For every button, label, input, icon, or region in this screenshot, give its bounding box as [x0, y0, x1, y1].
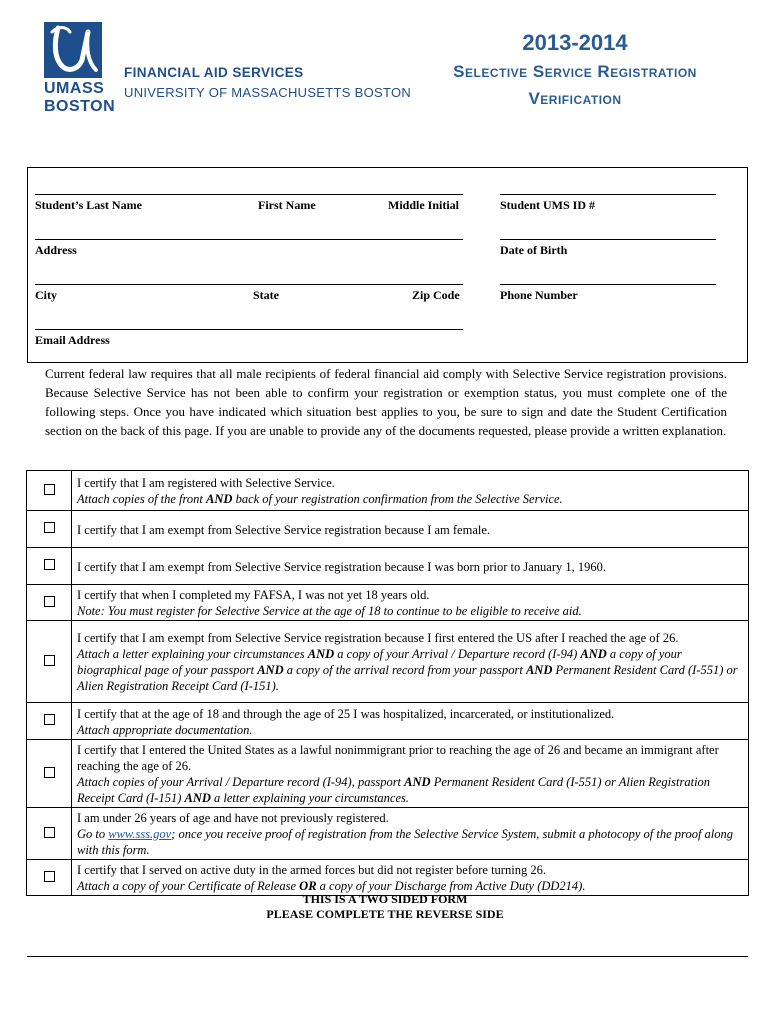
cert-checkbox-9[interactable] [44, 871, 55, 882]
dob-label: Date of Birth [500, 243, 568, 257]
cert-option-born-before-1960 [27, 548, 749, 585]
cert-checkbox-7[interactable] [44, 767, 55, 778]
cert-text: I am under 26 years of age and have not previously registered. [77, 811, 389, 825]
cert-note: Go to www.sss.gov; once you receive proof of registration from the Selective Service System, submit a photocopy of the proof along with this form. [77, 827, 734, 857]
cert-checkbox-6[interactable] [44, 714, 55, 725]
form-year: 2013-2014 [522, 30, 628, 55]
org-title: FINANCIAL AID SERVICES [124, 65, 304, 80]
student-info-box [27, 167, 748, 363]
cert-text: I certify that I am registered with Selective Service. [77, 476, 335, 490]
cert-note: Attach copies of the front AND back of your registration confirmation from the Selective Service. [77, 492, 563, 506]
city-label: City [35, 288, 57, 302]
cert-checkbox-3[interactable] [44, 559, 55, 570]
cert-option-entered-us-after-26 [27, 621, 749, 703]
cert-checkbox-5[interactable] [44, 655, 55, 666]
cert-text: I certify that I am exempt from Selective Service registration because I am female. [77, 522, 491, 537]
org-subtitle: UNIVERSITY OF MASSACHUSETTS BOSTON [124, 85, 412, 100]
student-id-label: Student UMS ID # [500, 198, 596, 212]
email-label: Email Address [35, 333, 110, 347]
cert-note: Attach copies of your Arrival / Departure record (I-94), passport AND Permanent Resident Card (I-551) or Alien Registration Receipt Card (I-151) AND a letter explaining your circumstances. [77, 775, 711, 805]
cert-option-under-26-not-registered [27, 808, 749, 860]
form-title-line1: Selective Service Registration [453, 62, 697, 81]
two-sided-notice: THIS IS A TWO SIDED FORM [302, 892, 468, 906]
logo-text-umass: UMASS [44, 80, 105, 97]
state-label: State [253, 288, 279, 302]
cert-option-female [27, 511, 749, 548]
cert-option-under-18-fafsa [27, 585, 749, 621]
cert-text: I certify that I served on active duty in the armed forces but did not register before turning 26. [77, 863, 546, 877]
cert-note: Note: You must register for Selective Service at the age of 18 to continue to be eligible to receive aid. [77, 604, 582, 618]
middle-initial-label: Middle Initial [388, 198, 460, 212]
cert-note: Attach a copy of your Certificate of Release OR a copy of your Discharge from Active Duty (DD214). [77, 879, 586, 893]
cert-note: Attach appropriate documentation. [77, 722, 253, 737]
complete-reverse-notice: PLEASE COMPLETE THE REVERSE SIDE [266, 907, 504, 921]
cert-text: I certify that I am exempt from Selective Service registration because I was born prior to January 1, 1960. [77, 559, 606, 574]
cert-option-lawful-nonimmigrant [27, 740, 749, 808]
student-id-field-line[interactable] [500, 194, 716, 195]
address-label: Address [35, 243, 77, 257]
umass-logo-icon [44, 22, 102, 78]
cert-option-registered [27, 471, 749, 511]
address-field-line[interactable] [35, 239, 463, 240]
bottom-divider [27, 956, 748, 957]
logo-text-boston: BOSTON [44, 98, 116, 115]
cert-checkbox-2[interactable] [44, 522, 55, 533]
name-field-line[interactable] [35, 194, 463, 195]
cert-note: Attach a letter explaining your circumstances AND a copy of your Arrival / Departure record (I-94) AND a copy of your biographical page of your passport AND a copy of the arrival record from your passport AND Permanent Resident Card (I-551) or Alien Registration Receipt Card (I-151). [77, 647, 738, 693]
cert-text: I certify that I am exempt from Selective Service registration because I first entered the US after I reached the age of 26. [77, 631, 679, 645]
phone-label: Phone Number [500, 288, 578, 302]
cert-text: I certify that when I completed my FAFSA, I was not yet 18 years old. [77, 588, 430, 602]
dob-field-line[interactable] [500, 239, 716, 240]
last-name-label: Student’s Last Name [35, 198, 142, 212]
cert-checkbox-4[interactable] [44, 596, 55, 607]
cert-text: I certify that I entered the United States as a lawful nonimmigrant prior to reaching the age of 26 and became an immigrant after reaching the age of 26. [77, 743, 719, 773]
phone-field-line[interactable] [500, 284, 716, 285]
sss-gov-link[interactable]: www.sss.gov [108, 827, 172, 841]
zip-label: Zip Code [412, 288, 460, 302]
email-field-line[interactable] [35, 329, 463, 330]
form-title-line2: Verification [528, 89, 622, 108]
cert-option-active-duty [27, 860, 749, 896]
cert-checkbox-8[interactable] [44, 827, 55, 838]
cert-text: I certify that at the age of 18 and through the age of 25 I was hospitalized, incarcerated, or institutionalized. [77, 706, 615, 721]
cert-option-hospitalized-incarcerated [27, 703, 749, 740]
certification-options-table [26, 470, 749, 896]
city-state-zip-field-line[interactable] [35, 284, 463, 285]
first-name-label: First Name [258, 198, 316, 212]
intro-paragraph: Current federal law requires that all male recipients of federal financial aid comply with Selective Service registration provisions. Because Selective Service has not been able to confirm your registration or exemption status, you must complete one of the following steps. Once you have indicated which situation best applies to you, be sure to sign and date the Student Certification section on the back of this page. If you are unable to provide any of the documents requested, please provide a written explanation. [45, 366, 727, 438]
cert-checkbox-1[interactable] [44, 484, 55, 495]
